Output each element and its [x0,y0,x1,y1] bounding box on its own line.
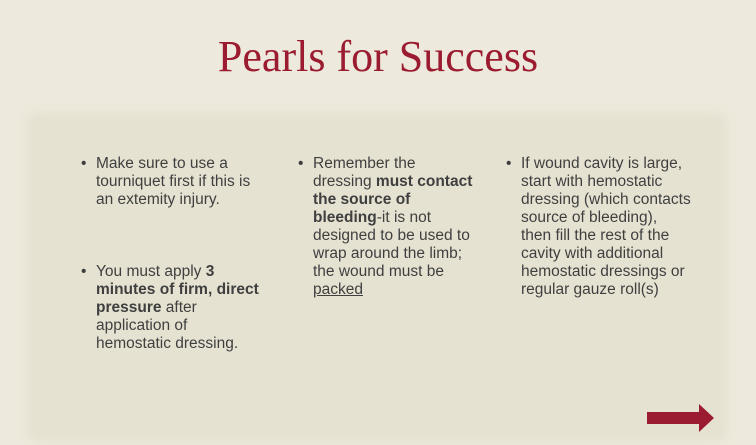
column-3 [506,155,691,299]
bullet-text: If wound cavity is large, start with hemostatic dressing (which contacts source of bleeding), then fill the rest of the cavity with additional hemostatic dressings or regular gauze roll(s) [521,155,691,298]
bullet-item-pressure [81,263,261,353]
bullet-item-wound-cavity [506,155,691,299]
bullet-list [506,155,691,299]
column-2 [298,155,478,299]
right-arrow-icon[interactable] [647,403,715,433]
bullet-list [81,155,261,353]
bullet-list [298,155,478,299]
bullet-text-underlined: packed [313,281,363,298]
bullet-text-bold: must contact the source of bleeding [313,173,473,226]
slide-title: Pearls for Success [217,32,539,81]
bullet-text-start: Remember the dressing [313,155,416,190]
bullet-text-start: You must apply [96,263,206,280]
bullet-text-middle: -it is not designed to be used to wrap around the limb; the wound must be [313,209,470,280]
arrow-shape [647,404,714,432]
bullet-item-contact-source [298,155,478,299]
column-1 [81,155,261,353]
bullet-text-bold: 3 minutes of firm, direct pressure [96,263,259,316]
bullet-text-end: after application of hemostatic dressing. [96,299,239,352]
bullet-text: Make sure to use a tourniquet first if this is an extemity injury. [96,155,251,208]
bullet-item-tourniquet [81,155,261,209]
